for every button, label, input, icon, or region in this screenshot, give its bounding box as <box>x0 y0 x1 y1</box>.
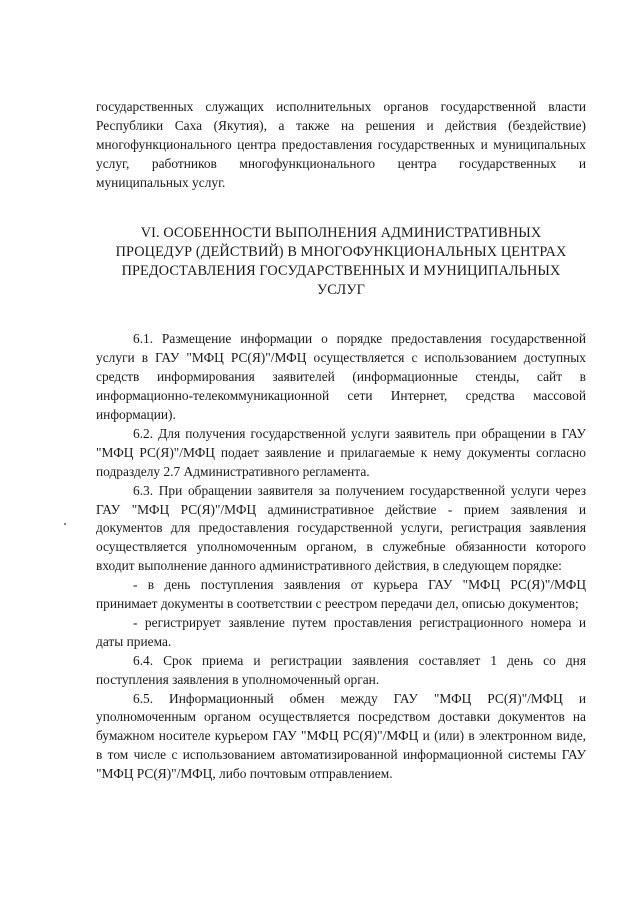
paragraph-6-5: 6.5. Информационный обмен между ГАУ "МФЦ РС(Я)"/МФЦ и уполномоченным органом осуществляется посредством доставки документов на бумажном носителе курьером ГАУ "МФЦ РС(Я)"/МФЦ и (или) в электронном виде, в том числе с использованием автоматизированной информационной системы ГАУ "МФЦ РС(Я)"/МФЦ, либо почтовым отправлением. <box>96 690 586 782</box>
section-heading <box>96 224 586 301</box>
paragraph-6-1: 6.1. Размещение информации о порядке предоставления государственной услуги в ГАУ "МФЦ РС(Я)"/МФЦ осуществляется с использованием доступных средств информирования заявителей (информационные стенды, сайт в информационно-телекоммуникационной сети Интернет, средства массовой информации). <box>96 331 586 422</box>
section-body <box>96 330 586 784</box>
scan-speck <box>64 523 66 525</box>
document-page <box>96 98 586 784</box>
paragraph-6-4: 6.4. Срок приема и регистрации заявления составляет 1 день со дня поступления заявления в уполномоченный орган. <box>96 652 586 687</box>
section-heading-line: ПРОЦЕДУР (ДЕЙСТВИЙ) В МНОГОФУНКЦИОНАЛЬНЫХ ЦЕНТРАХ <box>115 243 567 260</box>
intro-paragraph: государственных служащих исполнительных органов государственной власти Республики Саха (Якутия), а также на решения и действия (бездействие) многофункционального центра предоставления государственных и муниципальных услуг, работников многофункционального центра государственных и муниципальных услуг. <box>96 99 586 190</box>
paragraph-6-2: 6.2. Для получения государственной услуги заявитель при обращении в ГАУ "МФЦ РС(Я)"/МФЦ подает заявление и прилагаемые к нему документы согласно подразделу 2.7 Административного регламента. <box>96 425 586 479</box>
section-heading-line: VI. ОСОБЕННОСТИ ВЫПОЛНЕНИЯ АДМИНИСТРАТИВНЫХ <box>140 224 542 241</box>
paragraph-6-3: 6.3. При обращении заявителя за получением государственной услуги через ГАУ "МФЦ РС(Я)"/МФЦ административное действие - прием заявления и документов для предоставления государственной услуги, регистрация заявления осуществляется уполномоченным органом, в служебные обязанности которого входит выполнение данного административного действия, в следующем порядке: <box>96 482 586 574</box>
list-item-register: - регистрирует заявление путем проставления регистрационного номера и даты приема. <box>96 614 586 649</box>
list-item-courier: - в день поступления заявления от курьера ГАУ "МФЦ РС(Я)"/МФЦ принимает документы в соответствии с реестром передачи дел, описью документов; <box>96 577 586 612</box>
section-heading-line: УСЛУГ <box>317 282 365 299</box>
section-heading-line: ПРЕДОСТАВЛЕНИЯ ГОСУДАРСТВЕННЫХ И МУНИЦИПАЛЬНЫХ <box>121 262 561 279</box>
